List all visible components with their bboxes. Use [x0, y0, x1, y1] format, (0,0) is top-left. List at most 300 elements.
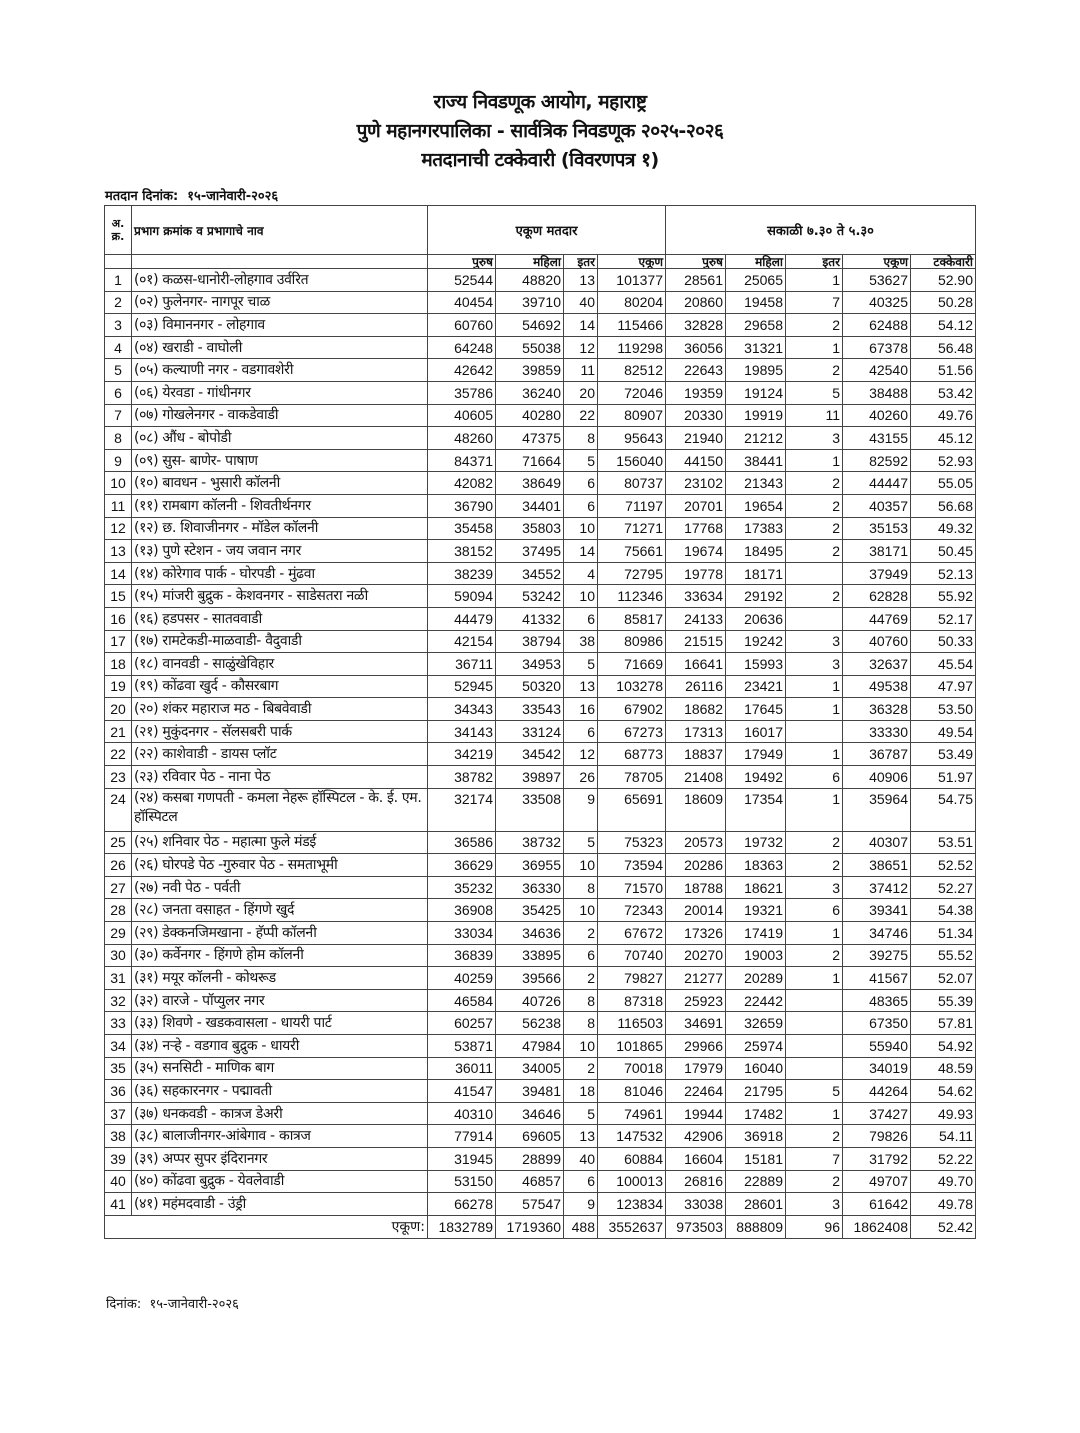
cell-percent: 45.54: [911, 653, 976, 676]
cell-female: 69605: [496, 1125, 564, 1148]
cell-serial: 17: [105, 630, 132, 653]
cell-ward-name: (१३) पुणे स्टेशन - जय जवान नगर: [132, 540, 428, 563]
cell-serial: 20: [105, 698, 132, 721]
cell-male: 38782: [428, 766, 496, 789]
col-group-total-voters: एकूण मतदार: [428, 206, 666, 255]
cell-voted-male: 28561: [666, 269, 726, 292]
cell-voted-female: 19321: [726, 899, 786, 922]
cell-percent: 49.93: [911, 1102, 976, 1125]
cell-serial: 28: [105, 899, 132, 922]
cell-total-voters: 101377: [598, 269, 666, 292]
cell-voted-other: 1: [786, 1102, 843, 1125]
table-row: [105, 1057, 976, 1080]
cell-female: 36330: [496, 876, 564, 899]
cell-voted-total: 67350: [843, 1012, 911, 1035]
total-other: 488: [564, 1215, 598, 1238]
cell-serial: 6: [105, 381, 132, 404]
cell-voted-total: 61642: [843, 1193, 911, 1216]
cell-total-voters: 71271: [598, 517, 666, 540]
cell-voted-total: 55940: [843, 1035, 911, 1058]
cell-voted-male: 33038: [666, 1193, 726, 1216]
cell-ward-name: (३८) बालाजीनगर-आंबेगाव - कात्रज: [132, 1125, 428, 1148]
table-row: [105, 1147, 976, 1170]
cell-voted-total: 40307: [843, 831, 911, 854]
cell-voted-other: [786, 607, 843, 630]
cell-percent: 57.81: [911, 1012, 976, 1035]
cell-female: 37495: [496, 540, 564, 563]
sub-percent: टक्केवारी: [911, 255, 976, 269]
cell-percent: 54.75: [911, 788, 976, 831]
table-row: [105, 404, 976, 427]
cell-male: 41547: [428, 1080, 496, 1103]
cell-female: 47984: [496, 1035, 564, 1058]
cell-voted-total: 44264: [843, 1080, 911, 1103]
table-row: [105, 1125, 976, 1148]
cell-voted-male: 33634: [666, 585, 726, 608]
table-row: [105, 381, 976, 404]
cell-voted-total: 34019: [843, 1057, 911, 1080]
cell-total-voters: 73594: [598, 854, 666, 877]
cell-voted-other: [786, 1012, 843, 1035]
cell-voted-male: 19674: [666, 540, 726, 563]
cell-voted-total: 79826: [843, 1125, 911, 1148]
cell-voted-total: 48365: [843, 989, 911, 1012]
cell-ward-name: (२४) कसबा गणपती - कमला नेहरू हॉस्पिटल - के. ई. एम. हॉस्पिटल: [132, 788, 428, 831]
cell-voted-other: 1: [786, 922, 843, 945]
cell-voted-female: 31321: [726, 336, 786, 359]
total-voted-male: 973503: [666, 1215, 726, 1238]
cell-voted-total: 31792: [843, 1147, 911, 1170]
cell-other: 8: [564, 876, 598, 899]
cell-serial: 38: [105, 1125, 132, 1148]
cell-ward-name: (१९) कोंढवा खुर्द - कौसरबाग: [132, 675, 428, 698]
sub-other: इतर: [564, 255, 598, 269]
cell-voted-female: 20289: [726, 967, 786, 990]
cell-total-voters: 82512: [598, 359, 666, 382]
cell-percent: 53.51: [911, 831, 976, 854]
cell-voted-male: 17326: [666, 922, 726, 945]
cell-voted-male: 21277: [666, 967, 726, 990]
cell-ward-name: (२३) रविवार पेठ - नाना पेठ: [132, 766, 428, 789]
cell-male: 36839: [428, 944, 496, 967]
cell-voted-other: 1: [786, 743, 843, 766]
total-female: 1719360: [496, 1215, 564, 1238]
cell-serial: 5: [105, 359, 132, 382]
cell-ward-name: (२१) मुकुंदनगर - सॅलसबरी पार्क: [132, 720, 428, 743]
table-row: [105, 291, 976, 314]
cell-male: 52544: [428, 269, 496, 292]
cell-voted-total: 40325: [843, 291, 911, 314]
cell-other: 26: [564, 766, 598, 789]
cell-ward-name: (०१) कळस-धानोरी-लोहगाव उर्वरित: [132, 269, 428, 292]
cell-serial: 39: [105, 1147, 132, 1170]
cell-percent: 52.13: [911, 562, 976, 585]
cell-serial: 18: [105, 653, 132, 676]
cell-voted-female: 22442: [726, 989, 786, 1012]
table-row: [105, 314, 976, 337]
cell-voted-female: 19458: [726, 291, 786, 314]
cell-voted-total: 44447: [843, 472, 911, 495]
cell-male: 40454: [428, 291, 496, 314]
total-voted-other: 96: [786, 1215, 843, 1238]
cell-total-voters: 123834: [598, 1193, 666, 1216]
table-row: [105, 494, 976, 517]
cell-voted-total: 62828: [843, 585, 911, 608]
cell-total-voters: 70018: [598, 1057, 666, 1080]
cell-female: 34552: [496, 562, 564, 585]
cell-female: 47375: [496, 427, 564, 450]
cell-other: 13: [564, 1125, 598, 1148]
cell-percent: 56.68: [911, 494, 976, 517]
table-row: [105, 472, 976, 495]
cell-serial: 14: [105, 562, 132, 585]
cell-male: 36586: [428, 831, 496, 854]
cell-voted-other: 2: [786, 585, 843, 608]
cell-male: 36908: [428, 899, 496, 922]
cell-male: 44479: [428, 607, 496, 630]
cell-voted-male: 34691: [666, 1012, 726, 1035]
cell-other: 38: [564, 630, 598, 653]
cell-ward-name: (०६) येरवडा - गांधीनगर: [132, 381, 428, 404]
cell-voted-male: 24133: [666, 607, 726, 630]
cell-voted-male: 26116: [666, 675, 726, 698]
cell-voted-male: 21408: [666, 766, 726, 789]
cell-voted-total: 67378: [843, 336, 911, 359]
cell-male: 35786: [428, 381, 496, 404]
cell-other: 8: [564, 989, 598, 1012]
cell-percent: 56.48: [911, 336, 976, 359]
header-row: [105, 206, 976, 255]
table-row: [105, 743, 976, 766]
cell-ward-name: (४१) महंमदवाडी - उंड्री: [132, 1193, 428, 1216]
cell-voted-male: 16604: [666, 1147, 726, 1170]
cell-percent: 49.70: [911, 1170, 976, 1193]
cell-ward-name: (०७) गोखलेनगर - वाकडेवाडी: [132, 404, 428, 427]
cell-other: 6: [564, 944, 598, 967]
cell-ward-name: (३७) धनकवडी - कात्रज डेअरी: [132, 1102, 428, 1125]
cell-female: 33124: [496, 720, 564, 743]
cell-male: 48260: [428, 427, 496, 450]
cell-ward-name: (२६) घोरपडे पेठ -गुरुवार पेठ - समताभूमी: [132, 854, 428, 877]
cell-serial: 12: [105, 517, 132, 540]
cell-percent: 53.42: [911, 381, 976, 404]
cell-other: 14: [564, 314, 598, 337]
cell-percent: 51.34: [911, 922, 976, 945]
cell-total-voters: 115466: [598, 314, 666, 337]
cell-percent: 51.56: [911, 359, 976, 382]
table-row: [105, 269, 976, 292]
polling-date: [105, 186, 278, 204]
cell-serial: 30: [105, 944, 132, 967]
total-voted-female: 888809: [726, 1215, 786, 1238]
cell-voted-total: 38171: [843, 540, 911, 563]
cell-serial: 3: [105, 314, 132, 337]
cell-voted-male: 17768: [666, 517, 726, 540]
cell-male: 34143: [428, 720, 496, 743]
cell-male: 38239: [428, 562, 496, 585]
cell-ward-name: (२७) नवी पेठ - पर्वती: [132, 876, 428, 899]
cell-voted-total: 49707: [843, 1170, 911, 1193]
cell-voted-female: 19895: [726, 359, 786, 382]
cell-percent: 54.92: [911, 1035, 976, 1058]
cell-other: 11: [564, 359, 598, 382]
cell-other: 5: [564, 831, 598, 854]
cell-ward-name: (०८) औंध - बोपोडी: [132, 427, 428, 450]
cell-other: 9: [564, 1193, 598, 1216]
cell-female: 34646: [496, 1102, 564, 1125]
cell-male: 60257: [428, 1012, 496, 1035]
cell-other: 12: [564, 336, 598, 359]
cell-voted-other: 2: [786, 944, 843, 967]
cell-male: 64248: [428, 336, 496, 359]
cell-serial: 37: [105, 1102, 132, 1125]
cell-voted-other: 1: [786, 788, 843, 831]
cell-voted-other: 5: [786, 1080, 843, 1103]
cell-total-voters: 80907: [598, 404, 666, 427]
cell-voted-female: 28601: [726, 1193, 786, 1216]
table-row: [105, 585, 976, 608]
cell-voted-male: 20330: [666, 404, 726, 427]
cell-voted-other: [786, 1035, 843, 1058]
cell-total-voters: 71570: [598, 876, 666, 899]
cell-total-voters: 72046: [598, 381, 666, 404]
cell-voted-male: 16641: [666, 653, 726, 676]
cell-voted-male: 36056: [666, 336, 726, 359]
cell-male: 34219: [428, 743, 496, 766]
cell-male: 66278: [428, 1193, 496, 1216]
cell-voted-other: 1: [786, 967, 843, 990]
cell-voted-total: 40260: [843, 404, 911, 427]
cell-voted-male: 20860: [666, 291, 726, 314]
cell-total-voters: 81046: [598, 1080, 666, 1103]
cell-total-voters: 72795: [598, 562, 666, 585]
footer-date-value: १५-जानेवारी-२०२६: [149, 1297, 239, 1312]
cell-voted-female: 17482: [726, 1102, 786, 1125]
cell-voted-female: 21343: [726, 472, 786, 495]
table-row: [105, 427, 976, 450]
cell-male: 34343: [428, 698, 496, 721]
cell-serial: 1: [105, 269, 132, 292]
cell-voted-other: 1: [786, 269, 843, 292]
cell-percent: 55.52: [911, 944, 976, 967]
cell-serial: 19: [105, 675, 132, 698]
table-row: [105, 698, 976, 721]
footer-date: [106, 1294, 239, 1312]
cell-voted-total: 35964: [843, 788, 911, 831]
cell-female: 39859: [496, 359, 564, 382]
cell-voted-female: 15181: [726, 1147, 786, 1170]
cell-voted-female: 17949: [726, 743, 786, 766]
cell-total-voters: 71669: [598, 653, 666, 676]
cell-other: 18: [564, 1080, 598, 1103]
cell-other: 5: [564, 653, 598, 676]
cell-voted-other: 2: [786, 831, 843, 854]
cell-female: 33895: [496, 944, 564, 967]
cell-voted-male: 44150: [666, 449, 726, 472]
cell-female: 36955: [496, 854, 564, 877]
cell-other: 8: [564, 427, 598, 450]
cell-ward-name: (२५) शनिवार पेठ - महात्मा फुले मंडई: [132, 831, 428, 854]
cell-voted-female: 25974: [726, 1035, 786, 1058]
cell-total-voters: 119298: [598, 336, 666, 359]
cell-voted-other: 3: [786, 630, 843, 653]
cell-voted-total: 35153: [843, 517, 911, 540]
cell-other: 6: [564, 720, 598, 743]
cell-voted-male: 21940: [666, 427, 726, 450]
sub-female: महिला: [496, 255, 564, 269]
cell-voted-male: 23102: [666, 472, 726, 495]
cell-voted-female: 18495: [726, 540, 786, 563]
cell-other: 10: [564, 854, 598, 877]
cell-ward-name: (३२) वारजे - पॉप्युलर नगर: [132, 989, 428, 1012]
table-row: [105, 1193, 976, 1216]
cell-ward-name: (१७) रामटेकडी-माळवाडी- वैदुवाडी: [132, 630, 428, 653]
cell-female: 34401: [496, 494, 564, 517]
cell-other: 6: [564, 1170, 598, 1193]
table-body: [105, 269, 976, 1216]
cell-voted-other: 3: [786, 653, 843, 676]
cell-total-voters: 65691: [598, 788, 666, 831]
cell-voted-male: 18682: [666, 698, 726, 721]
cell-other: 13: [564, 269, 598, 292]
cell-other: 10: [564, 517, 598, 540]
cell-ward-name: (१५) मांजरी बुद्रुक - केशवनगर - साडेसतरा नळी: [132, 585, 428, 608]
cell-voted-female: 19242: [726, 630, 786, 653]
cell-voted-other: 3: [786, 427, 843, 450]
cell-voted-female: 18171: [726, 562, 786, 585]
cell-serial: 35: [105, 1057, 132, 1080]
cell-serial: 13: [105, 540, 132, 563]
cell-voted-female: 17354: [726, 788, 786, 831]
cell-male: 36790: [428, 494, 496, 517]
cell-other: 40: [564, 291, 598, 314]
cell-voted-other: 3: [786, 1193, 843, 1216]
cell-voted-female: 38441: [726, 449, 786, 472]
cell-other: 4: [564, 562, 598, 585]
cell-voted-total: 42540: [843, 359, 911, 382]
cell-voted-female: 29658: [726, 314, 786, 337]
cell-male: 40605: [428, 404, 496, 427]
cell-other: 14: [564, 540, 598, 563]
cell-male: 42082: [428, 472, 496, 495]
cell-other: 6: [564, 472, 598, 495]
cell-voted-male: 20573: [666, 831, 726, 854]
table-row: [105, 989, 976, 1012]
cell-ward-name: (४०) कोंढवा बुद्रुक - येवलेवाडी: [132, 1170, 428, 1193]
cell-other: 12: [564, 743, 598, 766]
cell-female: 41332: [496, 607, 564, 630]
cell-voted-female: 17645: [726, 698, 786, 721]
cell-serial: 15: [105, 585, 132, 608]
total-voters: 3552637: [598, 1215, 666, 1238]
cell-voted-total: 37412: [843, 876, 911, 899]
cell-male: 53150: [428, 1170, 496, 1193]
cell-voted-other: 2: [786, 314, 843, 337]
cell-voted-other: 1: [786, 698, 843, 721]
total-percent: 52.42: [911, 1215, 976, 1238]
cell-voted-total: 38651: [843, 854, 911, 877]
cell-male: 46584: [428, 989, 496, 1012]
cell-female: 34542: [496, 743, 564, 766]
cell-female: 55038: [496, 336, 564, 359]
cell-percent: 52.52: [911, 854, 976, 877]
table-row: [105, 1170, 976, 1193]
cell-ward-name: (१८) वानवडी - साळुंखेविहार: [132, 653, 428, 676]
cell-total-voters: 74961: [598, 1102, 666, 1125]
cell-female: 38649: [496, 472, 564, 495]
cell-voted-male: 19944: [666, 1102, 726, 1125]
cell-ward-name: (०९) सुस- बाणेर- पाषाण: [132, 449, 428, 472]
cell-serial: 11: [105, 494, 132, 517]
col-serial: अ. क्र.: [105, 206, 132, 255]
cell-voted-female: 18363: [726, 854, 786, 877]
cell-serial: 33: [105, 1012, 132, 1035]
cell-male: 59094: [428, 585, 496, 608]
cell-voted-total: 82592: [843, 449, 911, 472]
cell-female: 48820: [496, 269, 564, 292]
cell-other: 9: [564, 788, 598, 831]
cell-voted-other: 7: [786, 291, 843, 314]
cell-serial: 32: [105, 989, 132, 1012]
col-ward-name: प्रभाग क्रमांक व प्रभागाचे नाव: [132, 206, 428, 255]
cell-voted-total: 62488: [843, 314, 911, 337]
table-row: [105, 831, 976, 854]
cell-voted-total: 37949: [843, 562, 911, 585]
cell-voted-other: 6: [786, 766, 843, 789]
cell-percent: 52.07: [911, 967, 976, 990]
cell-voted-female: 17383: [726, 517, 786, 540]
cell-voted-female: 15993: [726, 653, 786, 676]
document-header: [0, 88, 1080, 175]
cell-male: 35232: [428, 876, 496, 899]
cell-female: 39566: [496, 967, 564, 990]
cell-ward-name: (३१) मयूर कॉलनी - कोथरूड: [132, 967, 428, 990]
cell-male: 42154: [428, 630, 496, 653]
cell-ward-name: (२९) डेक्कनजिमखाना - हॅप्पी कॉलनी: [132, 922, 428, 945]
cell-female: 56238: [496, 1012, 564, 1035]
cell-serial: 4: [105, 336, 132, 359]
cell-total-voters: 100013: [598, 1170, 666, 1193]
cell-voted-total: 40357: [843, 494, 911, 517]
cell-male: 31945: [428, 1147, 496, 1170]
cell-voted-male: 26816: [666, 1170, 726, 1193]
cell-serial: 25: [105, 831, 132, 854]
cell-total-voters: 95643: [598, 427, 666, 450]
cell-voted-other: 2: [786, 359, 843, 382]
cell-female: 34636: [496, 922, 564, 945]
cell-voted-total: 40906: [843, 766, 911, 789]
cell-serial: 41: [105, 1193, 132, 1216]
cell-total-voters: 70740: [598, 944, 666, 967]
cell-voted-other: [786, 989, 843, 1012]
table-row: [105, 607, 976, 630]
cell-total-voters: 101865: [598, 1035, 666, 1058]
cell-serial: 27: [105, 876, 132, 899]
title-commission: राज्य निवडणूक आयोग, महाराष्ट्र: [433, 91, 647, 113]
cell-female: 28899: [496, 1147, 564, 1170]
cell-voted-total: 36787: [843, 743, 911, 766]
cell-other: 5: [564, 449, 598, 472]
cell-female: 35425: [496, 899, 564, 922]
cell-ward-name: (३५) सनसिटी - माणिक बाग: [132, 1057, 428, 1080]
cell-total-voters: 85817: [598, 607, 666, 630]
cell-total-voters: 116503: [598, 1012, 666, 1035]
cell-total-voters: 112346: [598, 585, 666, 608]
cell-other: 8: [564, 1012, 598, 1035]
cell-percent: 50.28: [911, 291, 976, 314]
cell-voted-total: 49538: [843, 675, 911, 698]
table-row: [105, 854, 976, 877]
